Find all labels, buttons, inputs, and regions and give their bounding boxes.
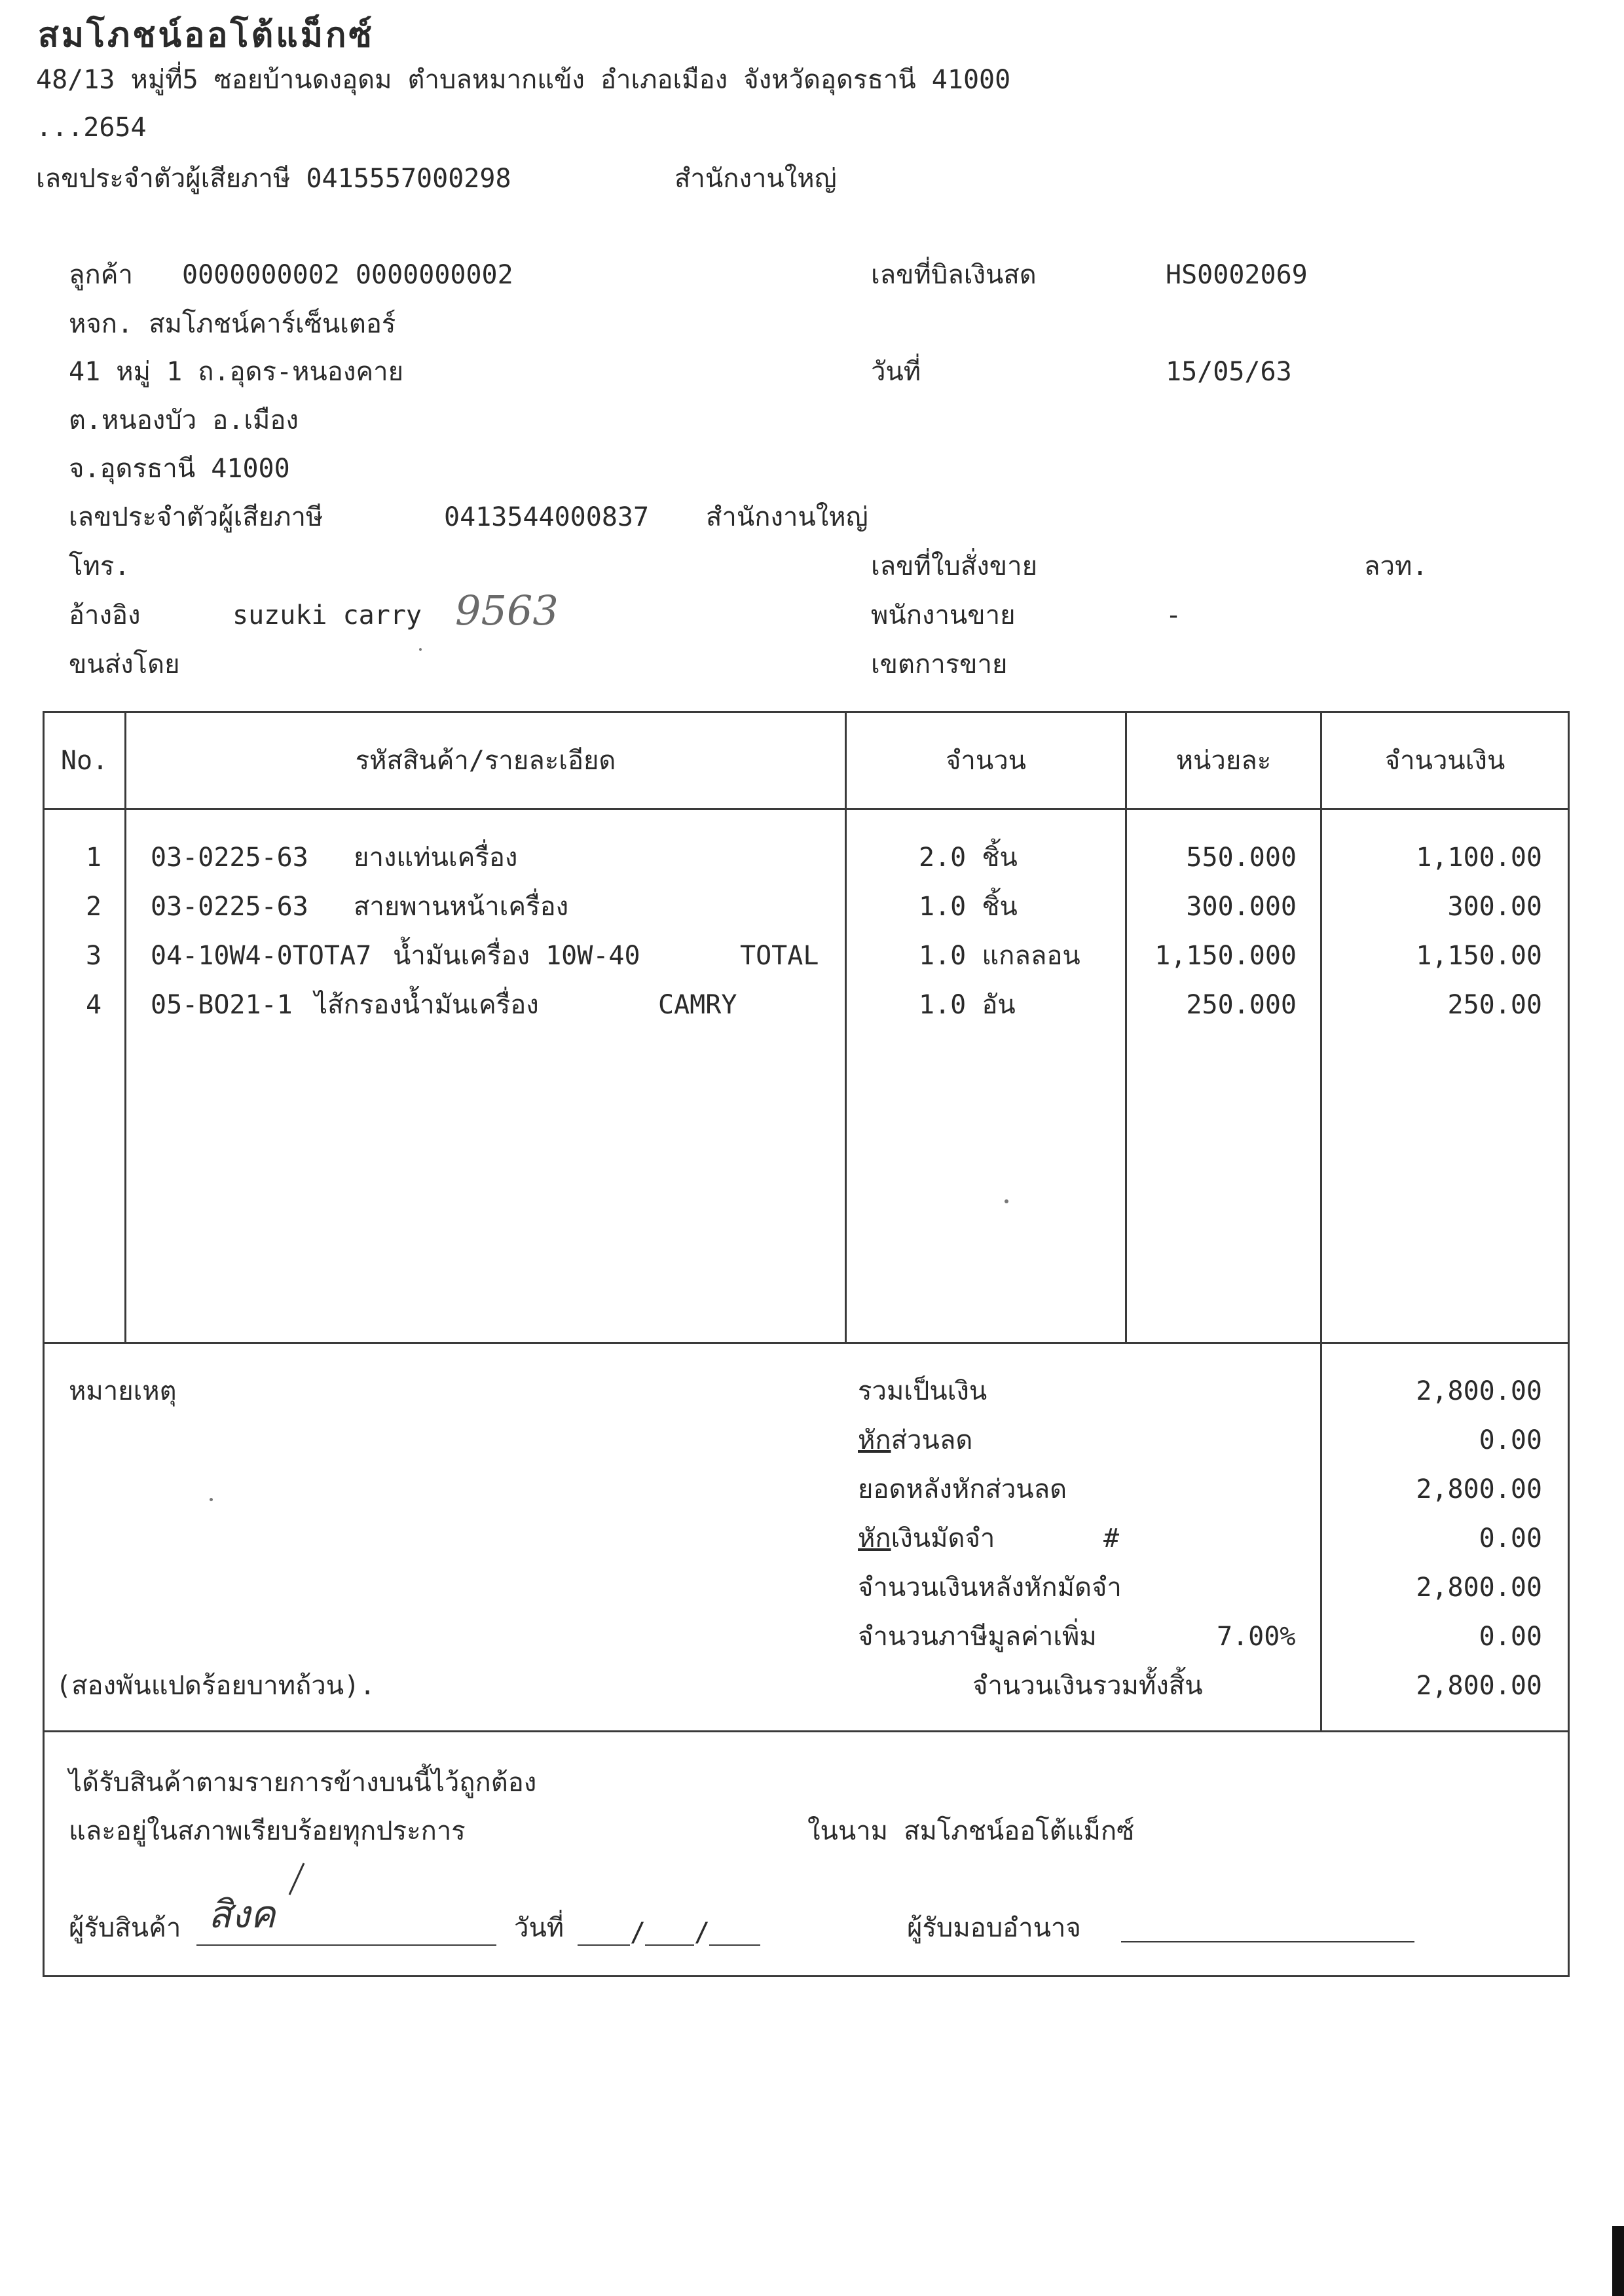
deposit-hash: # <box>1103 1523 1120 1554</box>
row-4-description: ไส้กรองน้ำมันเครื่อง <box>314 990 539 1020</box>
customer-address-1: 41 หมู่ 1 ถ.อุดร-หนองคาย <box>69 357 404 387</box>
receiver-label: ผู้รับสินค้า <box>69 1913 181 1943</box>
col-divider-desc <box>845 711 847 1344</box>
col-divider-qty <box>1125 711 1127 1344</box>
customer-name: หจก. สมโภชน์คาร์เซ็นเตอร์ <box>69 309 396 339</box>
customer-address-3: จ.อุดรธานี 41000 <box>69 454 290 484</box>
receiver-signature-line <box>196 1944 496 1946</box>
row-1-amount: 1,100.00 <box>1416 843 1542 873</box>
scan-speck <box>210 1498 213 1501</box>
header-amount: จำนวนเงิน <box>1384 746 1505 776</box>
header-no: No. <box>60 746 109 776</box>
row-2-quantity: 1.0 ชิ้น <box>919 892 1018 922</box>
table-header-border <box>43 808 1570 810</box>
row-2-description: สายพานหน้าเครื่อง <box>354 892 569 922</box>
discount-label-prefix: หัก <box>858 1425 891 1455</box>
customer-tax-id: 0413544000837 <box>444 502 650 532</box>
scan-speck <box>419 648 422 651</box>
row-3-no: 3 <box>85 941 102 971</box>
discount-value: 0.00 <box>1479 1425 1542 1455</box>
footer-bottom-border <box>43 1975 1570 1977</box>
col-divider-no <box>124 711 126 1344</box>
row-2-amount: 300.00 <box>1447 892 1542 922</box>
col-divider-price <box>1320 711 1322 1732</box>
vat-value: 0.00 <box>1479 1622 1542 1652</box>
row-2-no: 2 <box>85 892 102 922</box>
row-3-brand: TOTAL <box>740 941 819 971</box>
row-4-model: CAMRY <box>658 990 737 1020</box>
bill-number: HS0002069 <box>1166 260 1308 290</box>
row-3-unit-price: 1,150.000 <box>1154 941 1297 971</box>
row-3-description: น้ำมันเครื่อง 10W-40 <box>393 941 640 971</box>
scan-speck <box>1005 1199 1008 1203</box>
row-1-description: ยางแท่นเครื่อง <box>354 843 518 873</box>
scan-edge <box>1612 2226 1624 2296</box>
row-4-quantity: 1.0 อัน <box>919 990 1016 1020</box>
grand-total-value: 2,800.00 <box>1416 1671 1542 1701</box>
header-description: รหัสสินค้า/รายละเอียด <box>355 746 616 776</box>
pen-mark <box>275 1859 314 1899</box>
after-discount-value: 2,800.00 <box>1416 1474 1542 1504</box>
reference-value: suzuki carry <box>232 600 422 630</box>
customer-code: 0000000002 0000000002 <box>182 260 513 290</box>
deposit-label-prefix: หัก <box>858 1523 891 1554</box>
sales-zone-label: เขตการขาย <box>871 649 1008 680</box>
invoice-date: 15/05/63 <box>1166 357 1292 387</box>
seller-phone: ...2654 <box>36 113 147 143</box>
row-4-amount: 250.00 <box>1447 990 1542 1020</box>
remarks-label: หมายเหตุ <box>69 1376 177 1406</box>
totals-bottom-border <box>43 1730 1570 1732</box>
sales-order-note: ลวท. <box>1364 551 1428 581</box>
seller-address: 48/13 หมู่ที่5 ซอยบ้านดงอุดม ตำบลหมากแข้ง อำเภอเมือง จังหวัดอุดรธานี 41000 <box>36 65 1011 95</box>
row-2-code: 03-0225-63 <box>151 892 308 922</box>
salesperson-label: พนักงานขาย <box>871 600 1016 630</box>
row-3-code: 04-10W4-0TOTA7 <box>151 941 372 971</box>
frame-right-border <box>1568 711 1570 1977</box>
sales-order-label: เลขที่ใบสั่งขาย <box>871 551 1038 581</box>
after-deposit-value: 2,800.00 <box>1416 1573 1542 1603</box>
table-top-border <box>43 711 1570 713</box>
seller-name: สมโภชน์ออโต้แม็กซ์ <box>38 16 375 55</box>
deposit-label <box>858 1525 995 1552</box>
row-3-amount: 1,150.00 <box>1416 941 1542 971</box>
receipt-month-blank <box>645 1944 694 1946</box>
amount-in-words: (สองพันแปดร้อยบาทถ้วน). <box>56 1671 376 1701</box>
after-deposit-label: จำนวนเงินหลังหักมัดจำ <box>858 1573 1122 1603</box>
customer-address-2: ต.หนองบัว อ.เมือง <box>69 405 299 435</box>
seller-tax-id: เลขประจำตัวผู้เสียภาษี 0415557000298 <box>36 164 511 194</box>
subtotal-label: รวมเป็นเงิน <box>858 1376 987 1406</box>
vat-label: จำนวนภาษีมูลค่าเพิ่ม <box>858 1622 1097 1652</box>
customer-branch: สำนักงานใหญ่ <box>706 502 868 532</box>
received-statement-1: ได้รับสินค้าตามรายการข้างบนนี้ไว้ถูกต้อง <box>69 1768 537 1798</box>
authorized-label: ผู้รับมอบอำนาจ <box>907 1913 1081 1943</box>
customer-label: ลูกค้า <box>69 260 133 290</box>
receipt-day-blank <box>578 1944 630 1946</box>
invoice-date-label: วันที่ <box>871 357 921 387</box>
seller-branch: สำนักงานใหญ่ <box>674 164 837 194</box>
row-4-code: 05-BO21-1 <box>151 990 293 1020</box>
receipt-date-label: วันที่ <box>514 1913 564 1943</box>
row-4-no: 4 <box>85 990 102 1020</box>
authorized-signature-line <box>1121 1941 1414 1942</box>
received-statement-2: และอยู่ในสภาพเรียบร้อยทุกประการ <box>69 1816 466 1846</box>
customer-tax-label: เลขประจำตัวผู้เสียภาษี <box>69 502 323 532</box>
reference-handwritten: 9563 <box>455 587 559 634</box>
discount-label-text: ส่วนลด <box>891 1425 973 1455</box>
row-1-no: 1 <box>85 843 102 873</box>
vat-rate: 7.00% <box>1217 1622 1296 1652</box>
subtotal-value: 2,800.00 <box>1416 1376 1542 1406</box>
row-4-unit-price: 250.000 <box>1186 990 1297 1020</box>
header-quantity: จำนวน <box>945 746 1027 776</box>
customer-phone-label: โทร. <box>69 551 130 581</box>
row-3-quantity: 1.0 แกลลอน <box>919 941 1080 971</box>
bill-number-label: เลขที่บิลเงินสด <box>871 260 1037 290</box>
shipping-label: ขนส่งโดย <box>69 649 180 680</box>
header-unit-price: หน่วยละ <box>1175 746 1272 776</box>
row-2-unit-price: 300.000 <box>1186 892 1297 922</box>
deposit-value: 0.00 <box>1479 1523 1542 1554</box>
receiver-signature: สิงค <box>208 1892 276 1937</box>
table-bottom-border <box>43 1342 1570 1344</box>
reference-label: อ้างอิง <box>69 600 141 630</box>
grand-total-label: จำนวนเงินรวมทั้งสิ้น <box>972 1671 1203 1701</box>
date-separator-1: / <box>630 1918 646 1948</box>
receipt-year-blank <box>709 1944 760 1946</box>
deposit-label-text: เงินมัดจำ <box>891 1523 995 1554</box>
row-1-quantity: 2.0 ชิ้น <box>919 843 1018 873</box>
after-discount-label: ยอดหลังหักส่วนลด <box>858 1474 1067 1504</box>
discount-label <box>858 1427 972 1453</box>
date-separator-2: / <box>694 1918 710 1948</box>
salesperson-value: - <box>1166 600 1182 630</box>
row-1-code: 03-0225-63 <box>151 843 308 873</box>
on-behalf-of: ในนาม สมโภชน์ออโต้แม็กซ์ <box>807 1816 1135 1846</box>
row-1-unit-price: 550.000 <box>1186 843 1297 873</box>
